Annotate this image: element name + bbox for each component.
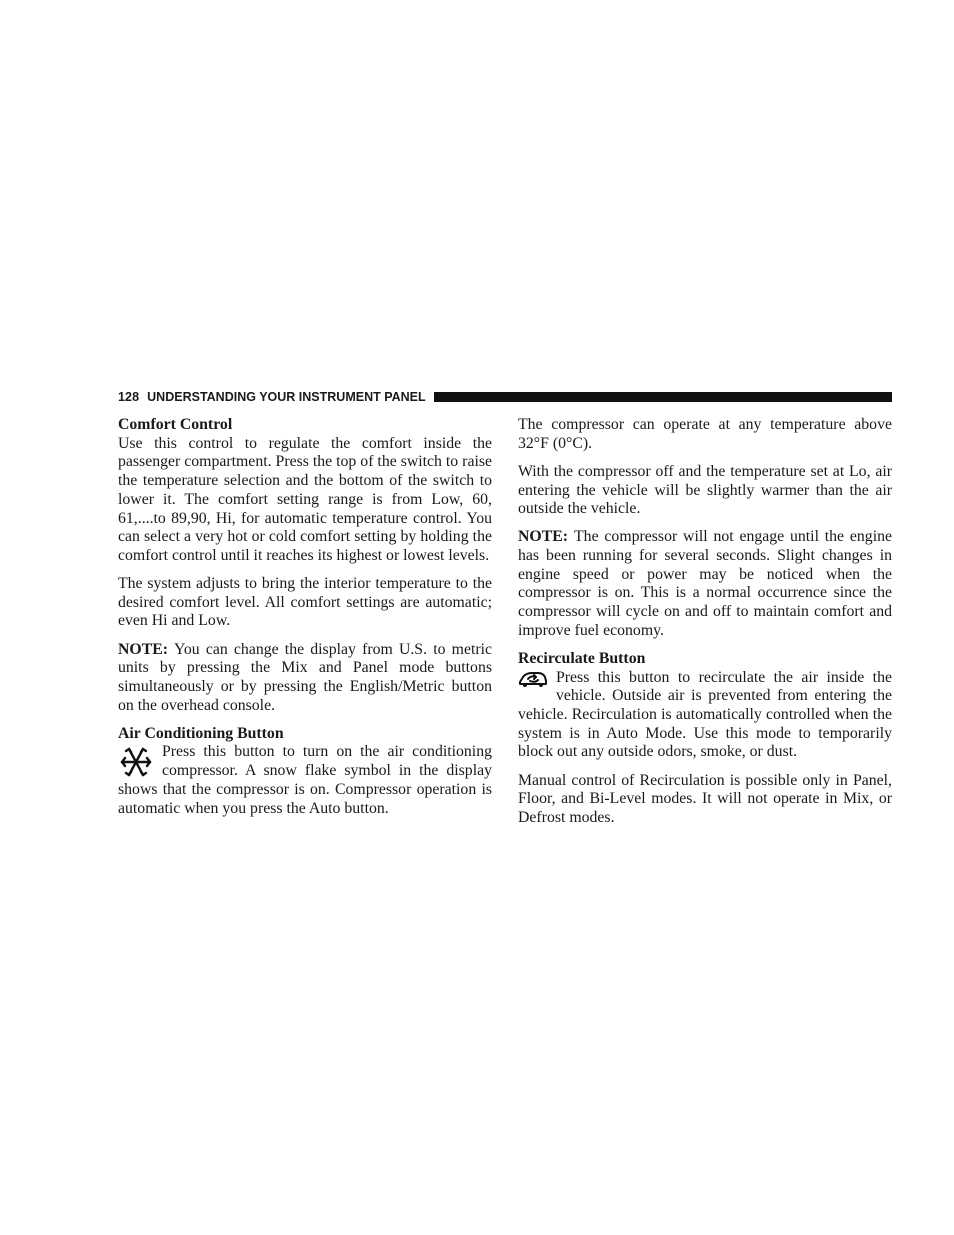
recirculate-button-heading: Recirculate Button (518, 649, 646, 667)
page-number: 128 (118, 390, 140, 404)
ac-button-text: Press this button to turn on the air conditioning compressor. A snow flake symbol in the display shows that the compressor is on. Compressor operation is automatic when you press the Auto button. (118, 743, 492, 817)
note-text: The compressor will not engage until the engine has been running for several seconds. Slight changes in engine speed or power may be noticed when the compressor is on. This is a normal occurrence since the compressor will cycle on and off to maintain comfort and improve fuel economy. (518, 528, 892, 639)
snowflake-icon (118, 745, 154, 779)
compressor-note (518, 528, 892, 640)
comfort-control-paragraph: Use this control to regulate the comfort inside the passenger compartment. Press the top of the switch to raise the temperature selection and the bottom of the switch to lower it. The comfort setting range is from Low, 60, 61,....to 89,90, Hi, for automatic temperature control. You can select a very hot or cold comfort setting by holding the comfort control until it reaches its highest or lowest levels. (118, 434, 492, 564)
comfort-adjust-paragraph: The system adjusts to bring the interior temperature to the desired comfort level. All comfort settings are automatic; even Hi and Low. (118, 575, 492, 630)
note-label: NOTE: (518, 528, 569, 546)
recirculate-text: Press this button to recirculate the air inside the vehicle. Outside air is prevented from entering the vehicle. Recirculation is automatically controlled when the system is in Auto Mode. Use this mode to temporarily block out any outside odors, smoke, or dust. (518, 668, 892, 761)
right-column (518, 416, 892, 837)
manual-recirculation-paragraph: Manual control of Recirculation is possible only in Panel, Floor, and Bi-Level modes. It will not operate in Mix, or Defrost modes. (518, 771, 892, 826)
header-rule (434, 392, 892, 402)
page-header (118, 389, 892, 405)
recirculate-icon (518, 669, 548, 689)
ac-button-heading: Air Conditioning Button (118, 724, 284, 742)
left-column (118, 416, 492, 828)
ac-button-paragraph (118, 743, 492, 818)
recirculate-paragraph (518, 669, 892, 763)
comfort-control-heading: Comfort Control (118, 416, 233, 433)
note-text: You can change the display from U.S. to metric units by pressing the Mix and Panel mode buttons simultaneously or by pressing the English/Metric button on the overhead console. (118, 640, 492, 714)
section-title: UNDERSTANDING YOUR INSTRUMENT PANEL (147, 390, 426, 404)
compressor-off-paragraph: With the compressor off and the temperature set at Lo, air entering the vehicle will be slightly warmer than the air outside the vehicle. (518, 462, 892, 518)
compressor-temperature-paragraph: The compressor can operate at any temperature above 32°F (0°C). (518, 416, 892, 452)
metric-note (118, 641, 492, 716)
note-label: NOTE: (118, 640, 169, 658)
